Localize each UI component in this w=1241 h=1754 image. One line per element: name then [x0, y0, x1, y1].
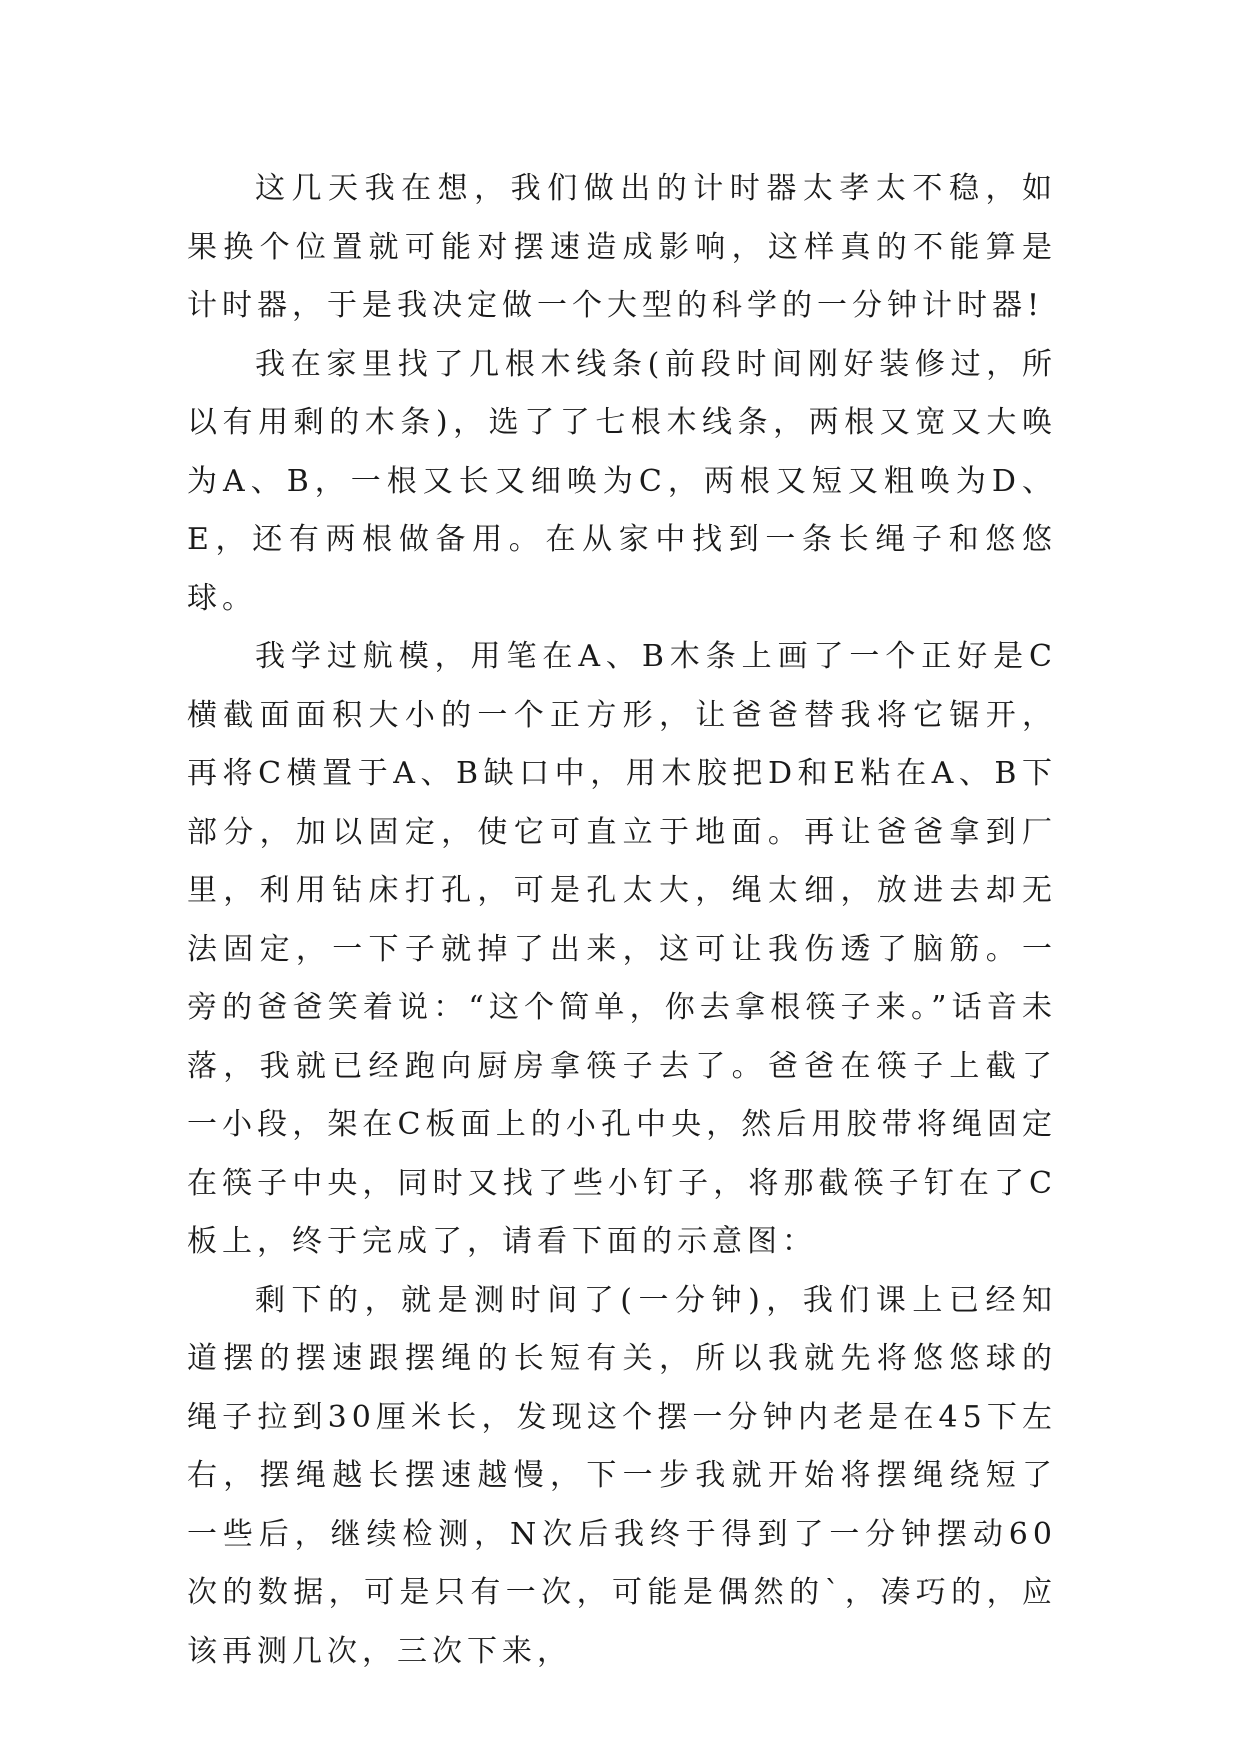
paragraph-2: 我在家里找了几根木线条(前段时间刚好装修过，所以有用剩的木条)，选了了七根木线条，两根又宽又大唤为A、B，一根又长又细唤为C，两根又短又粗唤为D、E，还有两根做备用。在从家中找到一条长绳子和悠悠球。 — [187, 346, 1057, 616]
document-body — [187, 160, 1057, 1681]
paragraph-4: 剩下的，就是测时间了(一分钟)，我们课上已经知道摆的摆速跟摆绳的长短有关，所以我就先将悠悠球的绳子拉到30厘米长，发现这个摆一分钟内老是在45下左右，摆绳越长摆速越慢，下一步我就开始将摆绳绕短了一些后，继续检测，N次后我终于得到了一分钟摆动60次的数据，可是只有一次，可能是偶然的`，凑巧的，应该再测几次，三次下来， — [187, 1282, 1057, 1669]
paragraph-1: 这几天我在想，我们做出的计时器太孝太不稳，如果换个位置就可能对摆速造成影响，这样真的不能算是计时器，于是我决定做一个大型的科学的一分钟计时器! — [187, 171, 1057, 323]
paragraph-3: 我学过航模，用笔在A、B木条上画了一个正好是C横截面面积大小的一个正方形，让爸爸替我将它锯开，再将C横置于A、B缺口中，用木胶把D和E粘在A、B下部分，加以固定，使它可直立于地面。再让爸爸拿到厂里，利用钻床打孔，可是孔太大，绳太细，放进去却无法固定，一下子就掉了出来，这可让我伤透了脑筋。一旁的爸爸笑着说：“这个简单，你去拿根筷子来。”话音未落，我就已经跑向厨房拿筷子去了。爸爸在筷子上截了一小段，架在C板面上的小孔中央，然后用胶带将绳固定在筷子中央，同时又找了些小钉子，将那截筷子钉在了C板上，终于完成了，请看下面的示意图： — [187, 639, 1057, 1259]
